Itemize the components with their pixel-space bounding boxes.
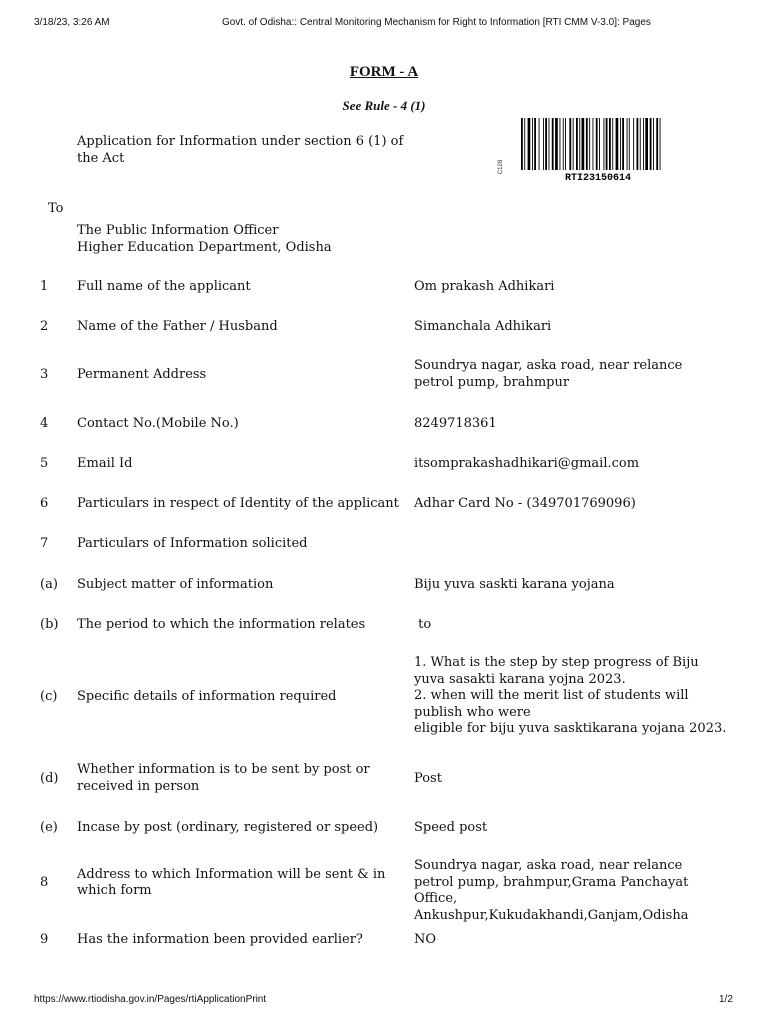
to-label: To — [48, 201, 64, 216]
row-value: 8249718361 — [414, 415, 497, 431]
row-label: Contact No.(Mobile No.) — [77, 415, 239, 431]
form-row — [0, 616, 768, 634]
form-rule-reference: See Rule - 4 (1) — [342, 98, 426, 113]
row-value: Biju yuva saskti karana yojana — [414, 576, 615, 592]
row-number: 9 — [40, 931, 49, 947]
form-row — [0, 455, 768, 473]
row-value: Post — [414, 770, 442, 786]
row-value — [414, 535, 734, 553]
form-row — [0, 819, 768, 837]
addressee-title: The Public Information Officer — [77, 223, 279, 238]
form-row — [0, 318, 768, 336]
print-page-number: 1/2 — [719, 994, 733, 1005]
form-title: FORM - A — [349, 64, 419, 80]
row-label: Name of the Father / Husband — [77, 318, 278, 334]
row-value: itsomprakashadhikari@gmail.com — [414, 455, 640, 471]
row-value: Soundrya nagar, aska road, near relance petrol pump, brahmpur — [414, 358, 683, 390]
row-number: (c) — [40, 688, 58, 704]
row-label: Particulars in respect of Identity of the applicant — [77, 495, 399, 511]
form-row — [0, 762, 768, 796]
row-label: Specific details of information required — [77, 688, 337, 704]
info-detail-line: 1. What is the step by step progress of Biju yuva sasakti karana yojna 2023. — [414, 655, 699, 687]
barcode-image — [519, 118, 723, 182]
barcode-type-label: C128 — [498, 159, 505, 175]
row-number: 4 — [40, 415, 49, 431]
addressee-department: Higher Education Department, Odisha — [77, 240, 332, 255]
info-detail-line: 2. when will the merit list of students will publish who were — [414, 688, 689, 720]
row-label: Particulars of Information solicited — [77, 535, 308, 551]
row-number: 8 — [40, 874, 49, 890]
form-row — [0, 535, 768, 553]
form-row — [0, 931, 768, 949]
row-number: 6 — [40, 495, 49, 511]
form-row — [0, 278, 768, 296]
row-label: Has the information been provided earlier? — [77, 931, 363, 947]
row-number: 2 — [40, 318, 49, 334]
row-number: (b) — [40, 616, 59, 632]
row-label: Full name of the applicant — [77, 278, 251, 294]
row-number: (a) — [40, 576, 58, 592]
form-row — [0, 358, 768, 392]
print-date-time: 3/18/23, 3:26 AM — [34, 17, 110, 28]
print-page-title: Govt. of Odisha:: Central Monitoring Mechanism for Right to Information [RTI CMM V-3.0]: Pages — [222, 17, 651, 28]
row-number: 5 — [40, 455, 49, 471]
row-number: (e) — [40, 819, 58, 835]
addressee-block — [77, 222, 332, 256]
row-number: 3 — [40, 366, 49, 382]
row-number: 7 — [40, 535, 49, 551]
row-value: to — [414, 616, 432, 632]
row-value: Adhar Card No - (349701769096) — [414, 495, 636, 511]
form-row — [0, 576, 768, 594]
row-label: Subject matter of information — [77, 576, 274, 592]
form-row — [0, 415, 768, 433]
row-value: Simanchala Adhikari — [414, 318, 552, 334]
row-value: Speed post — [414, 819, 488, 835]
row-label: The period to which the information relates — [77, 616, 366, 632]
row-value — [414, 655, 730, 738]
form-row — [0, 655, 768, 739]
print-url: https://www.rtiodisha.gov.in/Pages/rtiApplicationPrint — [34, 994, 267, 1005]
row-value: Soundrya nagar, aska road, near relance petrol pump, brahmpur,Grama Panchayat Office, Ankushpur,Kukudakhandi,Ganjam,Odisha — [414, 858, 689, 923]
info-detail-line: eligible for biju yuva sasktikarana yojana 2023. — [414, 721, 727, 736]
form-row — [0, 495, 768, 513]
row-label: Address to which Information will be sent & in which form — [77, 866, 386, 898]
row-number: 1 — [40, 278, 49, 294]
barcode-text: RTI23150614 — [565, 173, 632, 182]
form-row — [0, 858, 768, 923]
row-number: (d) — [40, 770, 59, 786]
row-label: Whether information is to be sent by post or received in person — [77, 762, 370, 794]
row-label: Incase by post (ordinary, registered or speed) — [77, 819, 379, 835]
application-purpose: Application for Information under section 6 (1) of the Act — [77, 134, 404, 166]
row-value: NO — [414, 931, 437, 947]
row-label: Email Id — [77, 455, 133, 471]
row-label: Permanent Address — [77, 366, 207, 382]
row-value: Om prakash Adhikari — [414, 278, 555, 294]
